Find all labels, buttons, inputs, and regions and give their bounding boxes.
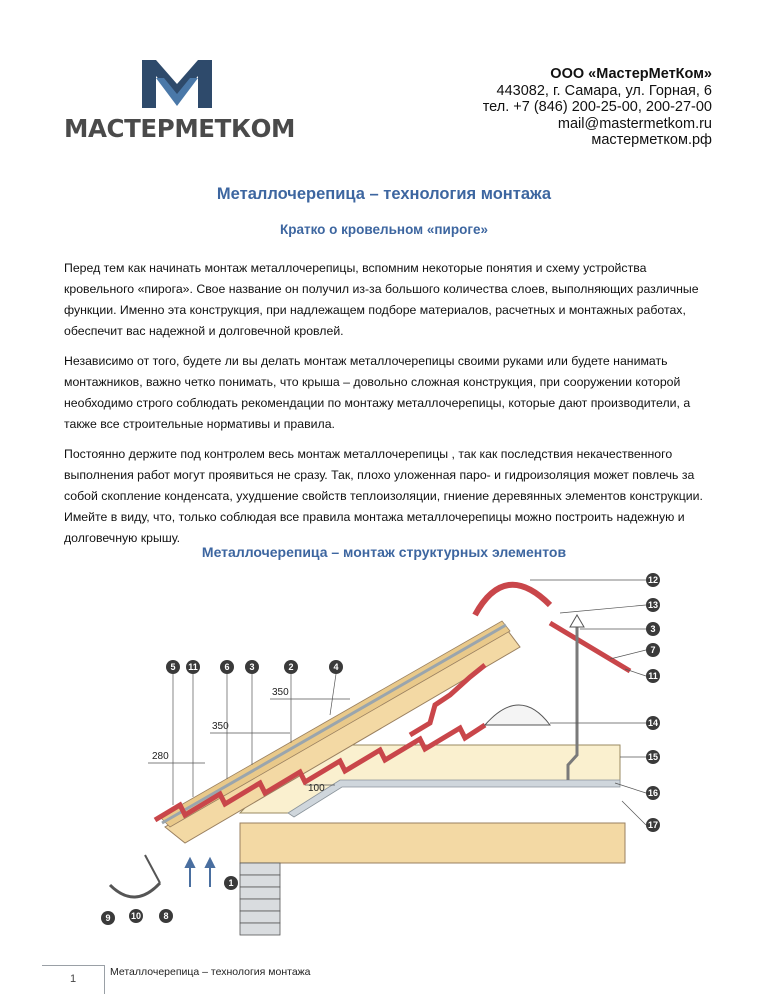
callout-3-right: 3 [650, 624, 656, 634]
company-website[interactable]: мастерметком.рф [591, 132, 712, 148]
dimension-350-lower: 350 [212, 721, 229, 732]
callout-15: 15 [647, 752, 659, 762]
paragraph: Перед тем как начинать монтаж металлочерепицы, вспомним некоторые понятия и схему устройства кровельного «пирога». Свое название он получил из-за большого количества слоев, выполняющих различные функции. Именно эта конструкция, при надлежащем подборе материалов, расчетных и монтажных работах, обеспечит вас надежной и долговечной кровлей. [64, 261, 699, 338]
callout-1: 1 [228, 878, 234, 888]
callout-12: 12 [647, 575, 659, 585]
gutter [110, 883, 160, 897]
vent-grille [485, 705, 550, 725]
footer-divider [42, 965, 104, 966]
page-number: 1 [69, 973, 77, 985]
document-title: Металлочерепица – технология монтажа [216, 185, 552, 203]
callout-4: 4 [333, 662, 339, 672]
top-callouts [166, 660, 343, 674]
bottom-callouts [101, 876, 238, 925]
callout-9: 9 [105, 913, 111, 923]
callout-16: 16 [647, 788, 659, 798]
roof-structure-diagram [90, 565, 690, 947]
callout-5: 5 [170, 662, 176, 672]
callout-3: 3 [249, 662, 255, 672]
dimension-350-upper: 350 [272, 687, 289, 698]
airflow-arrows [186, 859, 214, 887]
paragraph: Независимо от того, будете ли вы делать монтаж металлочерепицы своими руками или будете нанимать монтажников, важно четко понимать, что крыша – довольно сложная конструкция, при сооружении которой необходимо строго соблюдать рекомендации по монтажу металлочерепицы, которые дают производители, а также все строительные нормативы и правила. [64, 354, 691, 431]
company-email[interactable]: mail@mastermetkom.ru [557, 115, 712, 132]
body-text [64, 258, 704, 558]
logo-emblem [142, 60, 212, 108]
footer-title: Металлочерепица – технология монтажа [110, 966, 311, 978]
section-title-roof-pie: Кратко о кровельном «пироге» [280, 222, 488, 237]
callout-11: 11 [188, 662, 198, 672]
dimension-100: 100 [308, 783, 325, 794]
footer-vertical-divider [104, 965, 105, 994]
right-callouts [646, 573, 660, 832]
callout-7: 7 [650, 645, 656, 655]
callout-2: 2 [288, 662, 294, 672]
company-name: ООО «МастерМетКом» [550, 66, 712, 82]
logo-wordmark: МАСТЕРМЕТКОМ [64, 114, 295, 143]
callout-13: 13 [647, 600, 659, 610]
callout-10: 10 [130, 911, 142, 921]
callout-6: 6 [224, 662, 230, 672]
callout-8: 8 [163, 911, 169, 921]
section-title-structural-elements: Металлочерепица – монтаж структурных элементов [201, 544, 567, 560]
company-phones: тел. +7 (846) 200-25-00, 200-27-00 [482, 99, 712, 115]
vent-arrow [570, 615, 584, 627]
callout-17: 17 [647, 820, 659, 830]
company-info [483, 66, 712, 149]
callout-14: 14 [647, 718, 659, 728]
ridge-cap [475, 585, 550, 615]
metal-tile-right [550, 623, 630, 671]
dimension-280: 280 [152, 751, 169, 762]
callout-11-right: 11 [648, 671, 658, 681]
paragraph: Постоянно держите под контролем весь монтаж металлочерепицы , так как последствия некачественного выполнения работ могут проявиться не сразу. Так, плохо уложенная паро- и гидроизоляция может повлечь за собой скопление конденсата, ухудшение свойств теплоизоляции, гниение деревянных элементов конструкции. Имейте в виду, что, только соблюдая все правила монтажа металлочерепицы можно построить надежную и долговечную крышу. [64, 447, 703, 545]
company-address: 443082, г. Самара, ул. Горная, 6 [496, 82, 712, 99]
brick-wall [240, 863, 280, 935]
